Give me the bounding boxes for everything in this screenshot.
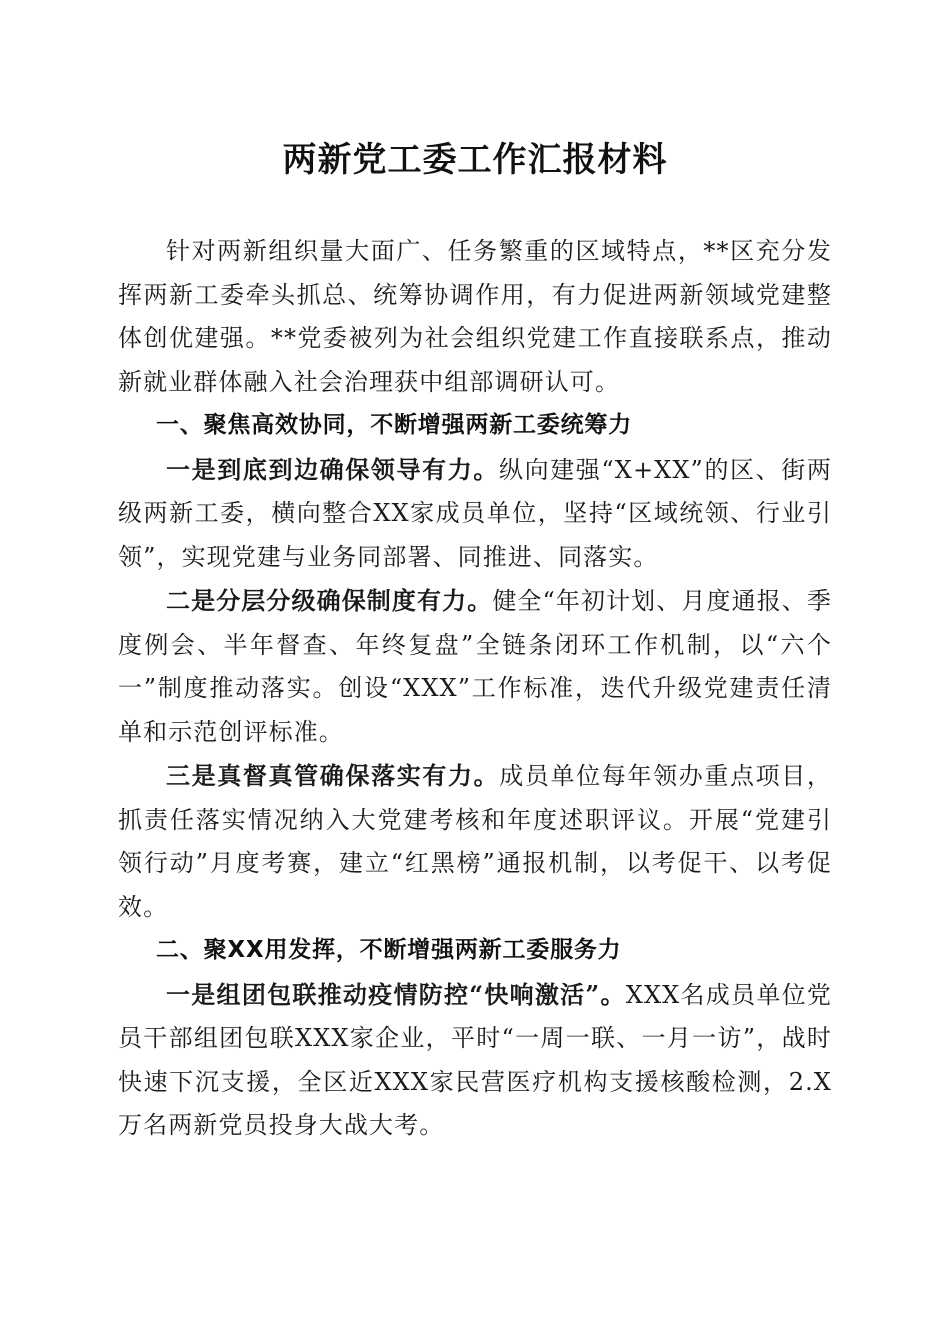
section-2-item-1: [118, 973, 832, 1148]
item-text: XXX名成员单位党员干部组团包联XXX家企业，平时“一周一联、一月一访”，战时快速下沉支援，全区近XXX家民营医疗机构支援核酸检测，2.X万名两新党员投身大战大考。: [118, 980, 832, 1139]
item-text: 纵向建强“X+XX”的区、街两级两新工委，横向整合XX家成员单位，坚持“区域统领、行业引领”，实现党建与业务同部署、同推进、同落实。: [118, 455, 832, 571]
item-lead: 三是真督真管确保落实有力。: [166, 761, 500, 790]
section-1-item-2: [118, 579, 832, 754]
item-text: 健全“年初计划、月度通报、季度例会、半年督查、年终复盘”全链条闭环工作机制，以“六个一”制度推动落实。创设“XXX”工作标准，迭代升级党建责任清单和示范创评标准。: [118, 587, 832, 746]
intro-paragraph: 针对两新组织量大面广、任务繁重的区域特点，**区充分发挥两新工委牵头抓总、统筹协调作用，有力促进两新领域党建整体创优建强。**党委被列为社会组织党建工作直接联系点，推动新就业群体融入社会治理获中组部调研认可。: [118, 237, 832, 396]
item-lead: 二是分层分级确保制度有力。: [166, 586, 493, 615]
section-1-item-1: [118, 448, 832, 580]
document-body: [118, 230, 832, 1148]
item-text: 成员单位每年领办重点项目，抓责任落实情况纳入大党建考核和年度述职评议。开展“党建引领行动”月度考赛，建立“红黑榜”通报机制，以考促干、以考促效。: [118, 762, 832, 921]
item-lead: 一是到底到边确保领导有力。: [166, 454, 499, 484]
item-lead: 一是组团包联推动疫情防控“快响激活”。: [166, 979, 626, 1009]
section-heading-1: 一、聚焦高效协同，不断增强两新工委统筹力: [156, 412, 632, 438]
section-1-item-3: [118, 754, 832, 929]
document-title: 两新党工委工作汇报材料: [282, 140, 668, 180]
section-heading-2: 二、聚XX用发挥，不断增强两新工委服务力: [156, 937, 622, 963]
